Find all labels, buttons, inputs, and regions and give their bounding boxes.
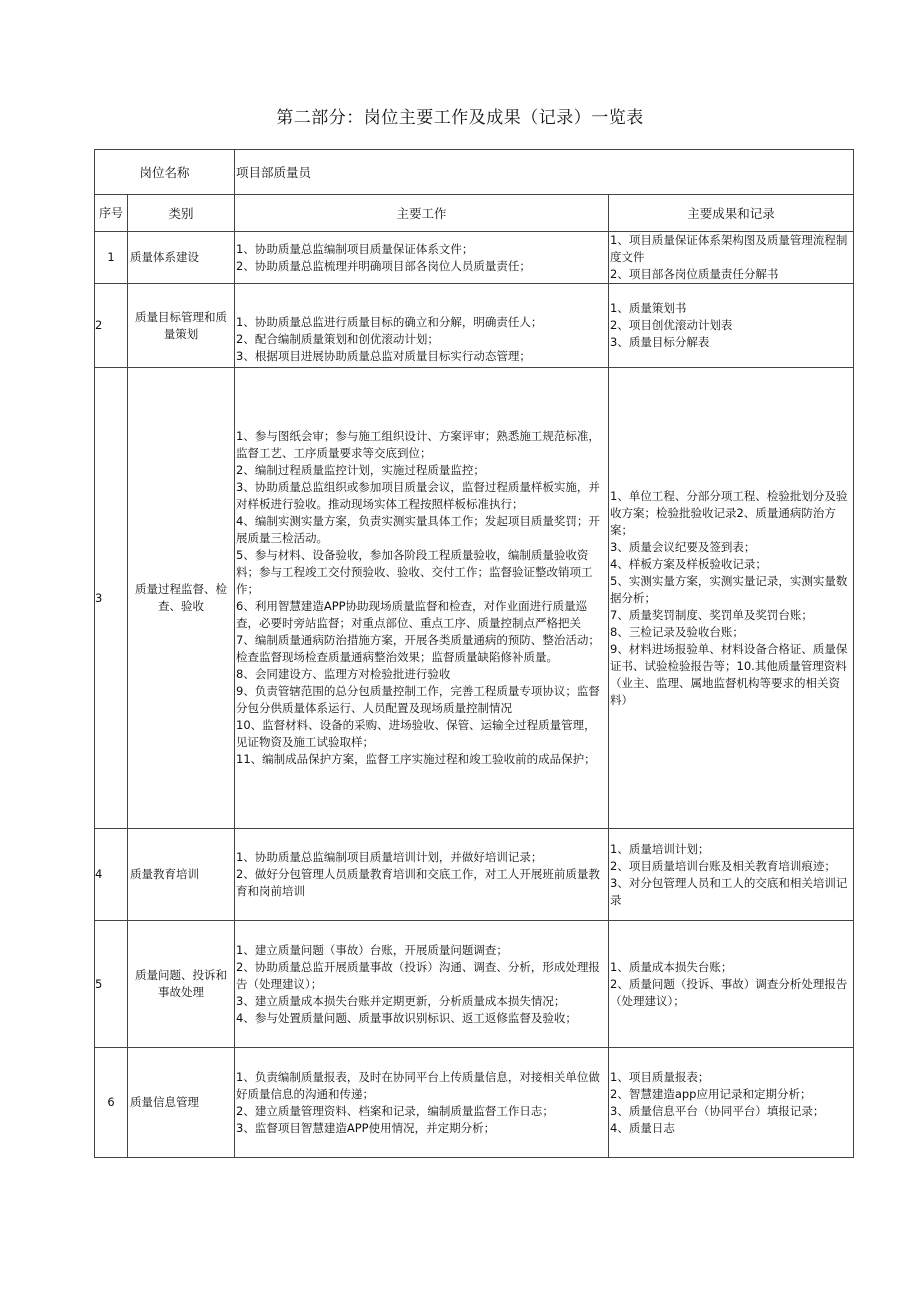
- record-item: 2、项目创优滚动计划表: [610, 318, 733, 332]
- row-work: [235, 232, 609, 284]
- table-row: [95, 232, 854, 284]
- work-item: 2、协助质量总监开展质量事故（投诉）沟通、调查、分析，形成处理报告（处理建议）；: [236, 959, 600, 991]
- row-work: [235, 921, 609, 1048]
- record-item: 2、质量问题（投诉、事故）调查分析处理报告（处理建议）；: [610, 976, 848, 1008]
- record-item: 3、质量信息平台（协同平台）填报记录；: [610, 1103, 825, 1118]
- work-item: 1、协助质量总监进行质量目标的确立和分解，明确责任人；: [236, 315, 543, 329]
- work-item: 7、编制质量通病防治措施方案，开展各类质量通病的预防、整治活动；检查监督现场检查质量通病整治效果；监督质量缺陷修补质量。: [236, 633, 600, 664]
- header-work: 主要工作: [235, 195, 609, 232]
- record-item: 3、质量目标分解表: [610, 335, 710, 349]
- record-item: 2、智慧建造app应用记录和定期分析；: [610, 1086, 812, 1101]
- header-category: 类别: [128, 195, 235, 232]
- row-work: [235, 368, 609, 829]
- work-item: 3、根据项目进展协助质量总监对质量目标实行动态管理；: [236, 349, 531, 363]
- work-item: 9、负责管辖范围的总分包质量控制工作，完善工程质量专项协议；监督分包分供质量体系运行、人员配置及现场质量控制情况: [236, 684, 600, 715]
- row-records: [609, 284, 854, 368]
- work-item: 3、协助质量总监组织或参加项目质量会议，监督过程质量样板实施，并对样板进行验收。推动现场实体工程按照样板标准执行；: [236, 480, 600, 511]
- row-records: [609, 232, 854, 284]
- row-seq: 3: [95, 368, 128, 829]
- row-seq: 5: [95, 921, 128, 1048]
- record-item: 5、实测实量方案，实测实量记录，实测实量数据分析；: [610, 573, 848, 605]
- work-item: 6、利用智慧建造APP协助现场质量监督和检查，对作业面进行质量巡查，必要时旁站监督；对重点部位、重点工序、质量控制点严格把关: [236, 599, 588, 630]
- table-row: [95, 921, 854, 1048]
- table-row: [95, 829, 854, 921]
- row-category: 质量目标管理和质量策划: [128, 284, 235, 368]
- work-item: 2、建立质量管理资料、档案和记录，编制质量监督工作日志；: [236, 1103, 554, 1118]
- work-item: 4、参与处置质量问题、质量事故识别标识、返工返修监督及验收；: [236, 1010, 577, 1025]
- row-category: 质量过程监督、检查、验收: [128, 368, 235, 829]
- row-category: 质量教育培训: [128, 829, 235, 921]
- record-item: 4、样板方案及样板验收记录；: [610, 556, 767, 571]
- row-work: [235, 284, 609, 368]
- record-item: 2、项目部各岗位质量责任分解书: [610, 267, 779, 281]
- work-item: 11、编制成品保护方案，监督工序实施过程和竣工验收前的成品保护；: [236, 752, 596, 766]
- record-item: 3、质量会议纪要及签到表；: [610, 539, 756, 554]
- work-item: 3、监督项目智慧建造APP使用情况，并定期分析；: [236, 1120, 496, 1135]
- duty-table: [94, 149, 854, 1158]
- table-row: [95, 1048, 854, 1158]
- row-seq: 2: [95, 284, 128, 368]
- row-category: 质量信息管理: [128, 1048, 235, 1158]
- record-item: 1、质量策划书: [610, 301, 687, 315]
- work-item: 1、协助质量总监编制项目质量培训计划，并做好培训记录；: [236, 850, 543, 864]
- record-item: 1、质量成本损失台账；: [610, 959, 733, 974]
- work-item: 2、编制过程质量监控计划，实施过程质量监控；: [236, 463, 485, 477]
- record-item: 1、项目质量保证体系架构图及质量管理流程制度文件: [610, 233, 848, 264]
- work-item: 1、参与图纸会审；参与施工组织设计、方案评审；熟悉施工规范标准，监督工艺、工序质量要求等交底到位；: [236, 429, 600, 460]
- record-item: 3、对分包管理人员和工人的交底和相关培训记录: [610, 875, 848, 907]
- row-work: [235, 829, 609, 921]
- record-item: 4、质量日志: [610, 1120, 675, 1135]
- row-seq: 4: [95, 829, 128, 921]
- row-category: 质量问题、投诉和事故处理: [128, 921, 235, 1048]
- header-row: [95, 195, 854, 232]
- position-value: 项目部质量员: [235, 150, 854, 195]
- record-item: 9、材料进场报验单、材料设备合格证、质量保证书、试验检验报告等；10.其他质量管理资料（业主、监理、属地监督机构等要求的相关资料）: [610, 641, 848, 707]
- header-seq: 序号: [98, 206, 123, 220]
- work-item: 1、建立质量问题（事故）台账，开展质量问题调查；: [236, 942, 508, 957]
- row-records: [609, 368, 854, 829]
- header-records: 主要成果和记录: [609, 195, 854, 232]
- work-item: 3、建立质量成本损失台账并定期更新，分析质量成本损失情况；: [236, 993, 566, 1008]
- row-seq: 1: [95, 232, 128, 284]
- record-item: 1、质量培训计划；: [610, 841, 710, 856]
- record-item: 8、三检记录及验收台账；: [610, 624, 744, 639]
- table-row: [95, 368, 854, 829]
- position-row: [95, 150, 854, 195]
- work-item: 5、参与材料、设备验收，参加各阶段工程质量验收，编制质量验收资料；参与工程竣工交付预验收、验收、交付工作；监督验证整改销项工作；: [236, 548, 593, 596]
- row-records: [609, 829, 854, 921]
- row-records: [609, 921, 854, 1048]
- row-category: 质量体系建设: [128, 232, 235, 284]
- work-item: 4、编制实测实量方案，负责实测实量具体工作；发起项目质量奖罚；开展质量三检活动。: [236, 514, 600, 545]
- table-row: [95, 284, 854, 368]
- work-item: 8、会同建设方、监理方对检验批进行验收: [236, 667, 451, 681]
- row-seq: 6: [95, 1048, 128, 1158]
- work-item: 10、监督材料、设备的采购、进场验收、保管、运输全过程质量管理，见证物资及施工试验取样；: [236, 718, 596, 749]
- work-item: 1、负责编制质量报表，及时在协同平台上传质量信息，对接相关单位做好质量信息的沟通和传递；: [236, 1069, 600, 1101]
- work-item: 2、配合编制质量策划和创优滚动计划；: [236, 332, 439, 346]
- position-label: 岗位名称: [95, 150, 235, 195]
- record-item: 1、单位工程、分部分项工程、检验批划分及验收方案；检验批验收记录2、质量通病防治方案；: [610, 488, 848, 537]
- record-item: 7、质量奖罚制度、奖罚单及奖罚台账；: [610, 607, 813, 622]
- row-work: [235, 1048, 609, 1158]
- work-item: 1、协助质量总监编制项目质量保证体系文件；: [236, 241, 474, 256]
- work-item: 2、做好分包管理人员质量教育培训和交底工作，对工人开展班前质量教育和岗前培训: [236, 867, 600, 898]
- record-item: 1、项目质量报表；: [610, 1069, 710, 1084]
- row-records: [609, 1048, 854, 1158]
- page-title: 第二部分：岗位主要工作及成果（记录）一览表: [276, 108, 644, 128]
- work-item: 2、协助质量总监梳理并明确项目部各岗位人员质量责任；: [236, 258, 531, 273]
- record-item: 2、项目质量培训台账及相关教育培训痕迹；: [610, 858, 836, 873]
